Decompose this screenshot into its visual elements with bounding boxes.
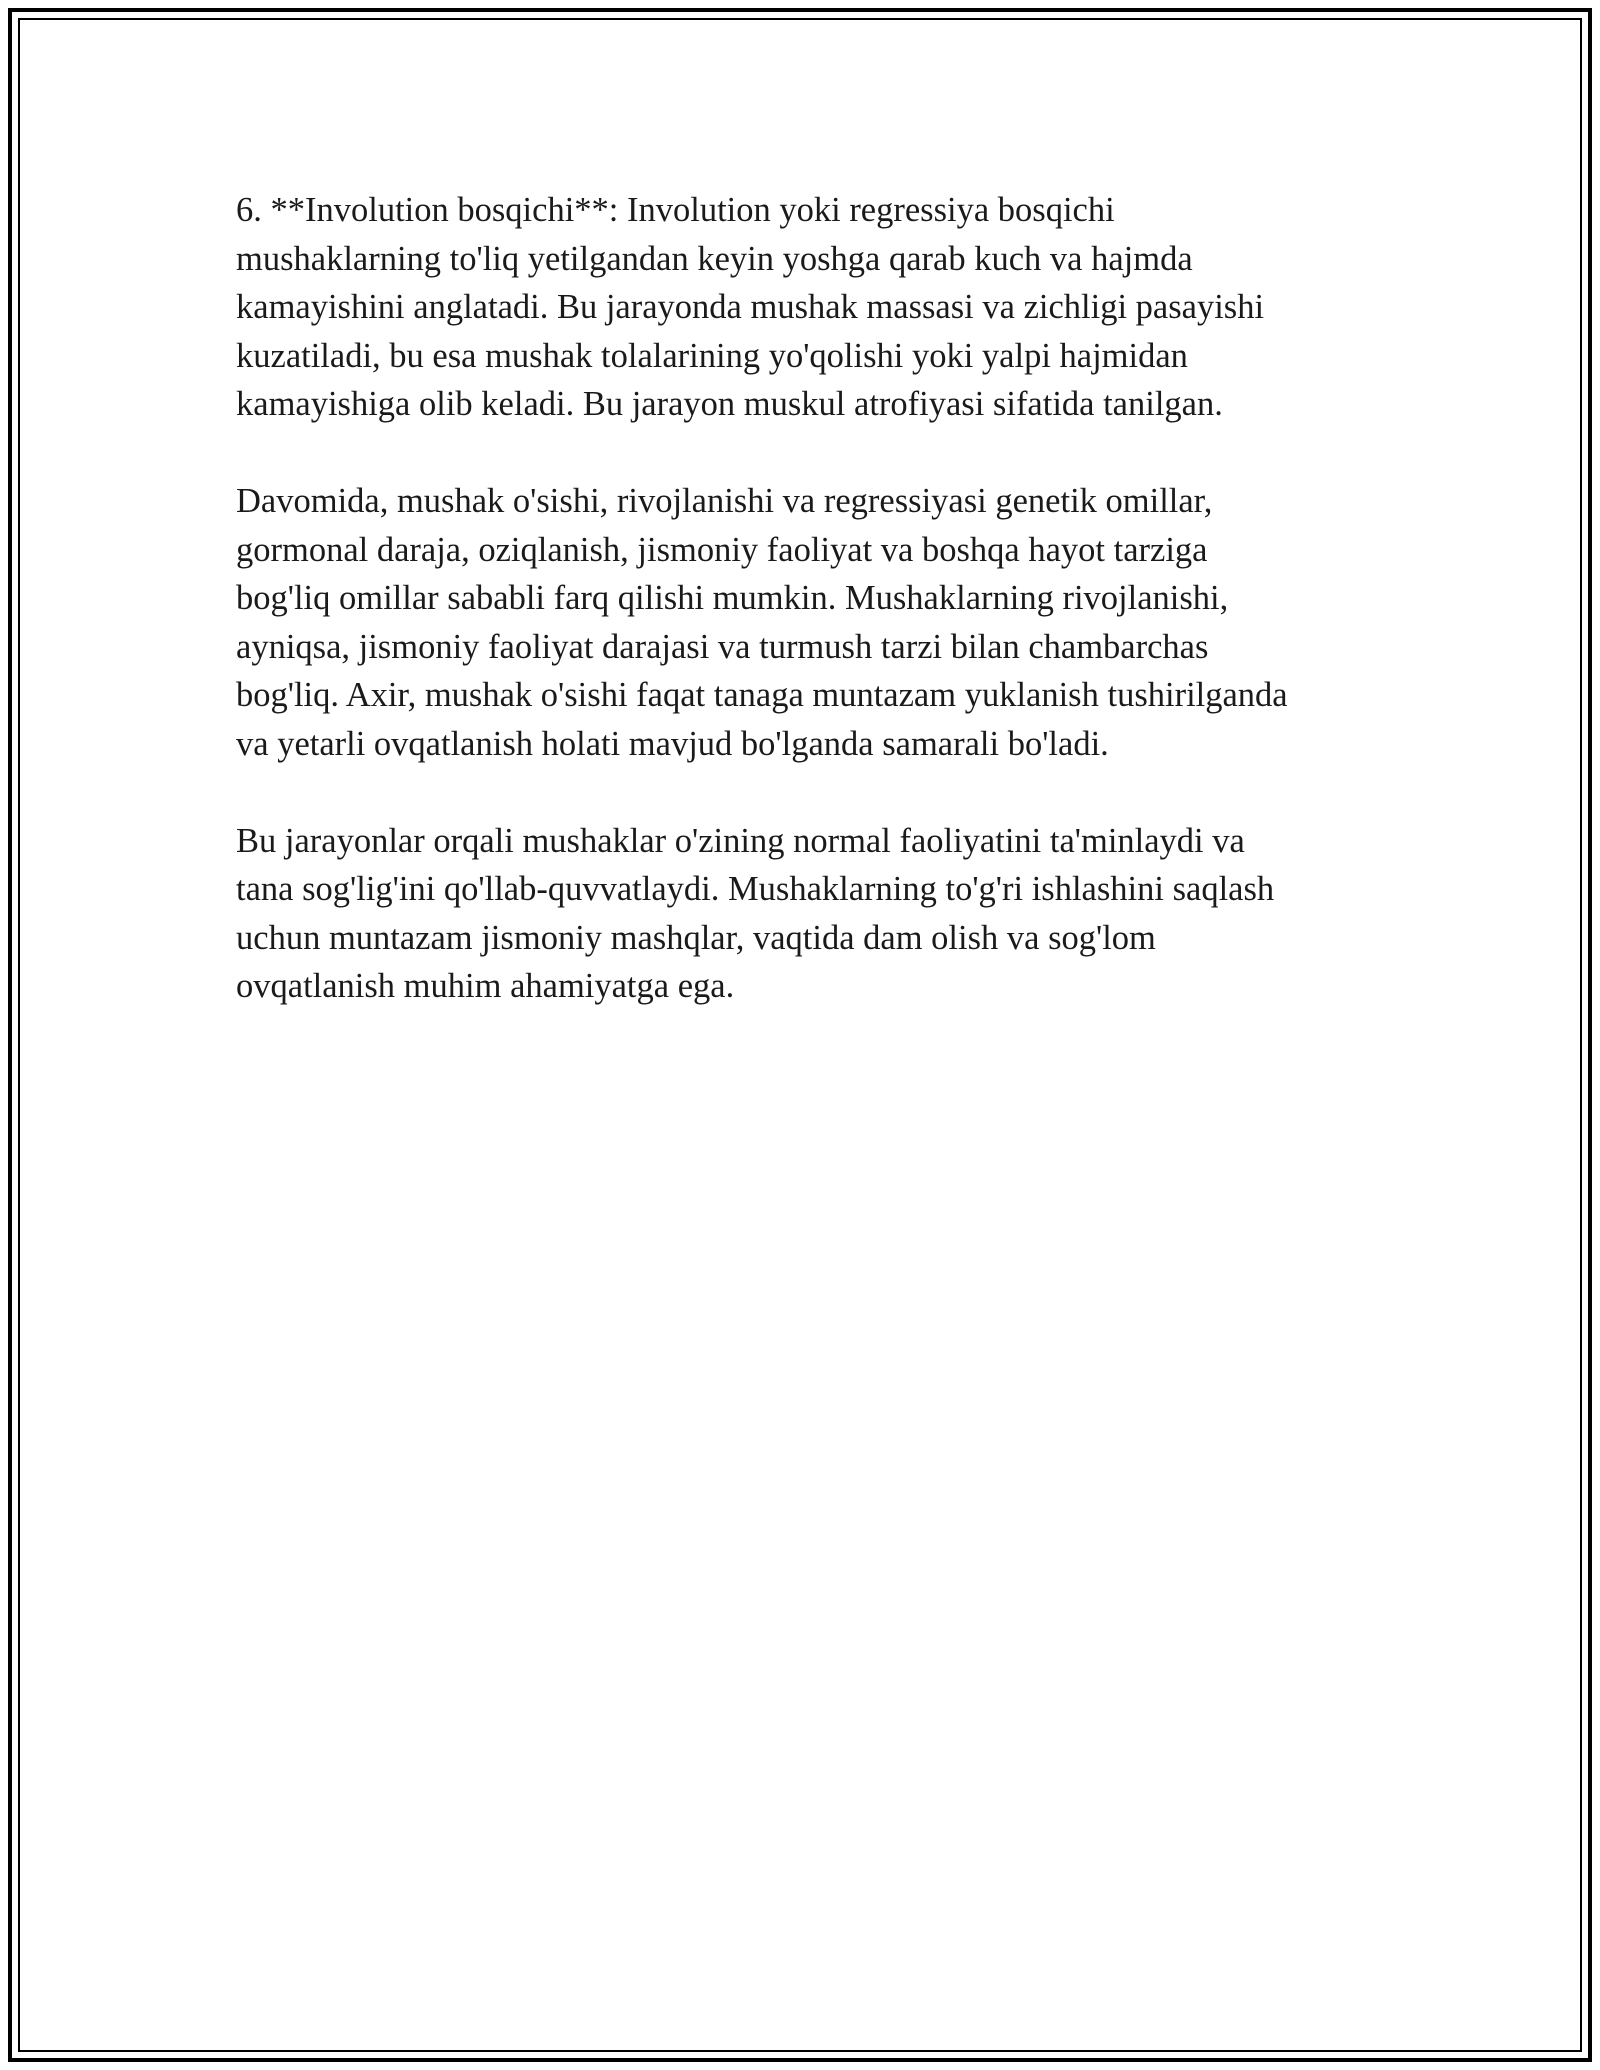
paragraph-growth-factors: Davomida, mushak o'sishi, rivojlanishi va regressiyasi genetik omillar, gormonal daraja, oziqlanish, jismoniy faoliyat va boshqa hayot tarziga bog'liq omillar sababli farq qilishi mumkin. Mushaklarning rivojlanishi, ayniqsa, jismoniy faoliyat darajasi va turmush tarzi bilan chambarchas bog'liq. Axir, mushak o'sishi faqat tanaga muntazam yuklanish tushirilganda va yetarli ovqatlanish holati mavjud bo'lganda samarali bo'ladi. xyxy=(236,482,1288,763)
paragraph-conclusion: Bu jarayonlar orqali mushaklar o'zining normal faoliyatini ta'minlaydi va tana sog'lig'ini qo'llab-quvvatlaydi. Mushaklarning to'g'ri ishlashini saqlash uchun muntazam jismoniy mashqlar, vaqtida dam olish va sog'lom ovqatlanish muhim ahamiyatga ega. xyxy=(236,821,1275,1005)
document-body xyxy=(236,186,1376,1059)
paragraph-involution-stage: 6. **Involution bosqichi**: Involution yoki regressiya bosqichi mushaklarning to'liq yetilgandan keyin yoshga qarab kuch va hajmda kamayishini anglatadi. Bu jarayonda mushak massasi va zichligi pasayishi kuzatiladi, bu esa mushak tolalarining yo'qolishi yoki yalpi hajmidan kamayishiga olib keladi. Bu jarayon muskul atrofiyasi sifatida tanilgan. xyxy=(236,191,1265,423)
